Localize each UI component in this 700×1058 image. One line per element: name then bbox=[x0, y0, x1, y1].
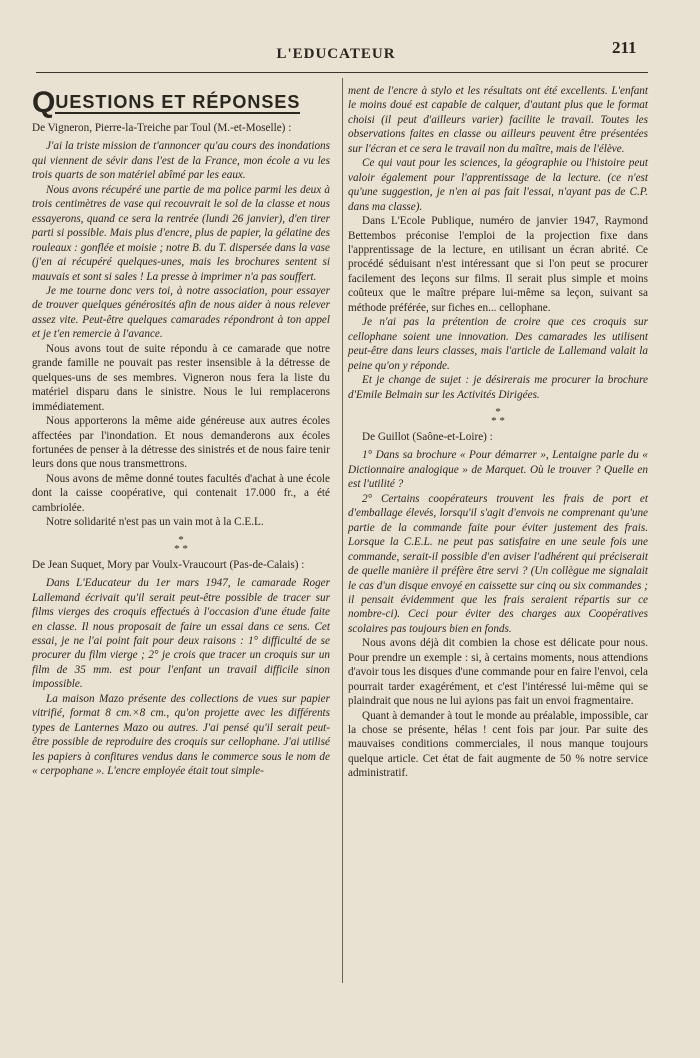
paragraph: Ce qui vaut pour les sciences, la géographie ou l'histoire peut valoir également pour l'apprentissage de la lecture. (ce n'est qu'une suggestion, je n'en ai pas fait l'essai, n'ayant pas de C.P. dans ma classe). bbox=[348, 157, 648, 213]
paragraph: ment de l'encre à stylo et les résultats ont été excellents. L'enfant le moins doué est capable de calquer, d'autant plus que le format choisi (il peut d'ailleurs varier) facilite le travail. Toutes les observations faites en classe ou ailleurs peuvent être présentées sur l'écran et ce sera le travail non du maître, mais de l'élève. bbox=[348, 85, 648, 155]
paragraph: Dans L'Ecole Publique, numéro de janvier 1947, Raymond Bettembos préconise l'emploi de la projection fixe dans l'apprentissage de la lecture, en utilisant un écran abrité. Ce procédé séduisant n'est intéressant que si l'on peut se procurer facilement des leçons sur films. Il serait plus simple et moins coûteux que le maître prépare lui-même sa leçon, suivant sa méthode préférée, sur fiches en... cellophane. bbox=[348, 215, 648, 314]
paragraph: Je me tourne donc vers toi, à notre association, pour essayer de trouver quelques générosités afin de nous aider à nous relever assez vite. Peut-être quelques camarades répondront à ton appel et je t'en remercie à l'avance. bbox=[32, 284, 330, 341]
paragraph: Nous apporterons la même aide généreuse aux autres écoles affectées par l'inondation. Et nous demanderons aux écoles fortunées de penser à la détresse des sinistrés et de nous faire tenir leurs dons que nous transmettrons. bbox=[32, 415, 330, 471]
letter-intro-suquet: De Jean Suquet, Mory par Voulx-Vraucourt (Pas-de-Calais) : bbox=[32, 558, 305, 571]
letter-intro-vigneron: De Vigneron, Pierre-la-Treiche par Toul (M.-et-Moselle) : bbox=[32, 122, 292, 134]
paragraph: Quant à demander à tout le monde au préalable, impossible, car la chose se présente, hélas ! cent fois par jour. Par suite des mauvaises conditions commerciales, il nous manque toujours quelque article. Cet état de fait augmente de 50 % notre service administratif. bbox=[348, 709, 648, 780]
section-separator bbox=[348, 405, 648, 427]
page-number: 211 bbox=[612, 38, 637, 57]
paragraph: Dans L'Educateur du 1er mars 1947, le camarade Roger Lallemand écrivait qu'il serait peut-être possible de tracer sur films vierges des croquis effectués à l'occasion d'une étude faite en classe. Il nous proposait de faire un essai dans ce sens. Cet essai, je ne l'ai point fait pour deux raisons : 1° difficulté de se procurer du film vierge ; 2° je crois que tracer un croquis sur un film de 35 mm. est pour l'enfant un travail difficile sinon impossible. bbox=[32, 577, 330, 691]
separator-star: * bbox=[178, 533, 184, 546]
letter-intro-guillot: De Guillot (Saône-et-Loire) : bbox=[362, 430, 493, 443]
paragraph: Nous avons tout de suite répondu à ce camarade que notre grande famille ne pouvait pas rester insensible à la détresse de quelques-uns de ses membres. Vigneron nous fera la liste du matériel disparu dans le sinistre. Nous le lui remplacerons immédiatement. bbox=[32, 342, 330, 413]
paragraph: 1° Dans sa brochure « Pour démarrer », Lentaigne parle du « Dictionnaire analogique » de Marquet. Où le trouver ? Quelle en est l'utilité ? bbox=[348, 449, 648, 491]
paragraph: Notre solidarité n'est pas un vain mot à la C.E.L. bbox=[46, 516, 264, 529]
separator-star: * bbox=[495, 405, 501, 418]
left-column bbox=[32, 82, 330, 778]
section-title bbox=[32, 88, 330, 117]
section-separator bbox=[32, 533, 330, 555]
paragraph: Je n'ai pas la prétention de croire que ces croquis sur cellophane soient une innovation. Des camarades les utilisent peut-être dans leurs classes, mais l'article de Lallemand valait la peine qu'on y réponde. bbox=[348, 316, 648, 372]
paragraph: Et je change de sujet : je désirerais me procurer la brochure d'Emile Belmain sur les Activités Dirigées. bbox=[348, 374, 648, 401]
paragraph: Nous avons de même donné toutes facultés d'achat à une école dont la caisse coopérative, qui contenait 17.000 fr., a été cambriolée. bbox=[32, 472, 330, 514]
right-column bbox=[348, 84, 648, 781]
paragraph: Nous avons déjà dit combien la chose est délicate pour nous. Pour prendre un exemple : si, à certains moments, nous attendions d'avoir tous les disques d'une commande pour en faire l'envoi, cela pourrait tarder exagérément, et c'est l'intéressé lui-même qui se plaindrait que nous ne lui ayions pas fait un envoi fragmentaire. bbox=[348, 637, 648, 708]
separator-stars: * * bbox=[174, 542, 188, 555]
journal-title: L'EDUCATEUR bbox=[276, 46, 396, 62]
separator-stars: * * bbox=[491, 414, 505, 427]
paragraph: 2° Certains coopérateurs trouvent les frais de port et d'emballage élevés, lorsqu'il s'agit d'envois ne comprenant qu'une partie de la commande faite pour éviter justement des frais. Lorsque la C.E.L. ne peut pas satisfaire en une seule fois une commande, serait-il possible d'en aviser l'adhérent qui préciserait de quelle manière il préfère être servi ? (Un collègue me signalait le cas d'un disque envoyé en caissette sur cinq ou six commandes ; il pensait évidemment que les frais seraient répartis sur ce nombre-ci). Ceci pour éviter des charges aux Coopératives scolaires pas toujours bien en fonds. bbox=[348, 492, 648, 635]
section-title-initial: Q bbox=[32, 86, 57, 119]
section-title-rest: UESTIONS ET RÉPONSES bbox=[55, 92, 301, 112]
paragraph: Nous avons récupéré une partie de ma police parmi les deux à trois centimètres de vase qui recouvrait le sol de la classe et nous essayerons, quand ce sera la rentrée (lundi 26 janvier), d'en tirer parti si possible. Mais plus d'encre, plus de papier, la gélatine des rouleaux : gonflée et moisie ; notre B. du T. dispersée dans la vase (j'en ai récupéré quelques-unes, mais les brochures sentent si mauvais et sont si sales ! La presse à imprimer n'a pas souffert. bbox=[32, 183, 330, 283]
column-divider bbox=[342, 78, 343, 983]
paragraph: J'ai la triste mission de t'annoncer qu'au cours des inondations qui viennent de sévir dans l'est de la France, mon école a vu les trois quarts de son matériel abîmé par les eaux. bbox=[32, 140, 330, 182]
paragraph: La maison Mazo présente des collections de vues sur papier vitrifié, format 8 cm.×8 cm., qu'on projette avec les différents types de Lanternes Mazo ou autres. J'ai pensé qu'il serait peut-être possible de reproduire des croquis sur cellophane. J'ai utilisé les papiers à confitures vendus dans le commerce sous le nom de « cerpophane ». L'encre employée était tout simple- bbox=[32, 692, 330, 778]
header-rule bbox=[36, 72, 648, 73]
